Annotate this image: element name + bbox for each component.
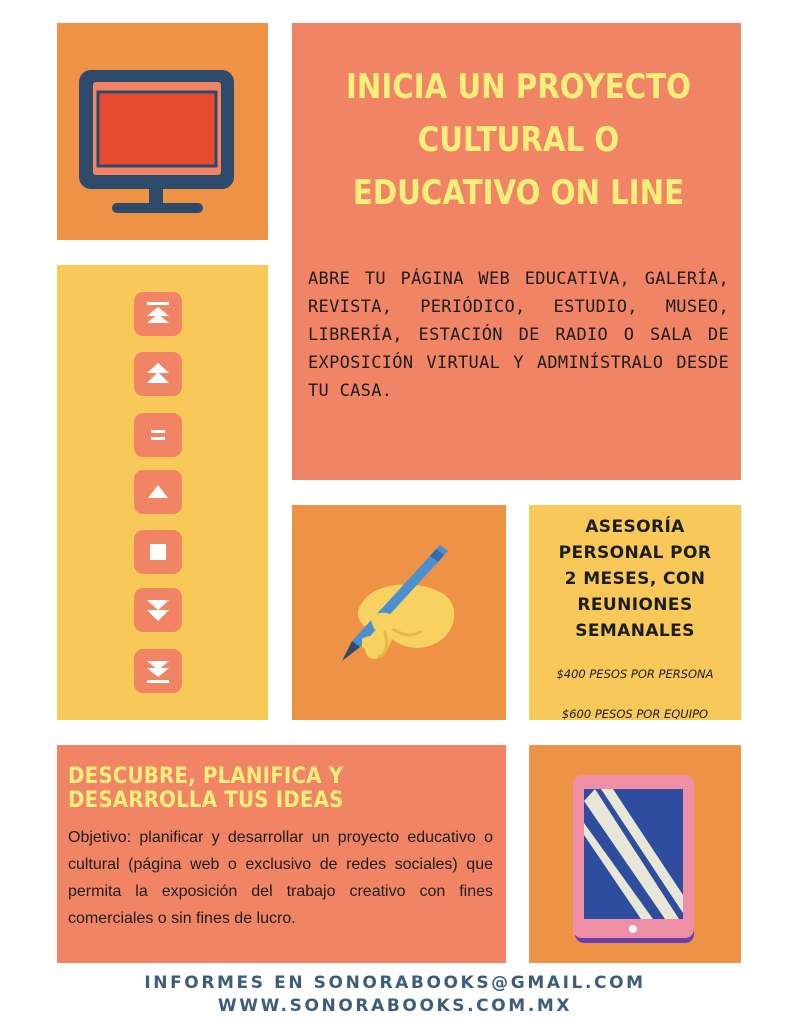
controls-panel [57, 265, 268, 720]
double-up-button[interactable] [134, 352, 182, 396]
skip-to-top-icon [134, 292, 182, 336]
monitor-icon [57, 23, 268, 240]
pricing-line-4: REUNIONES [577, 595, 693, 615]
stop-square-icon [134, 530, 182, 574]
writing-panel [292, 505, 506, 720]
ideas-title-line-2: DESARROLLA TUS IDEAS [68, 788, 344, 813]
tablet-panel [529, 745, 741, 963]
pricing-line-5: SEMANALES [575, 621, 695, 641]
pricing-panel [529, 505, 741, 720]
up-triangle-icon [134, 470, 182, 514]
headline-description: ABRE TU PÁGINA WEB EDUCATIVA, GALERÍA, REVISTA, PERIÓDICO, ESTUDIO, MUSEO, LIBRERÍA, ESTACIÓN DE RADIO O SALA DE EXPOSICIÓN VIRTUAL Y ADMINÍSTRALO DESDE TU CASA. [308, 269, 729, 401]
headline-line-2: CULTURAL O [417, 120, 620, 160]
ideas-title-line-1: DESCUBRE, PLANIFICA Y [68, 764, 344, 789]
stop-button[interactable] [134, 530, 182, 574]
tablet-icon [529, 745, 741, 963]
pricing-line-2: PERSONAL POR [558, 543, 712, 563]
pricing-line-1: ASESORÍA [585, 517, 685, 537]
skip-to-bottom-button[interactable] [134, 649, 182, 693]
footer-email[interactable]: INFORMES EN SONORABOOKS@GMAIL.COM [144, 973, 646, 993]
price-per-person: $400 PESOS POR PERSONA [556, 667, 714, 681]
headline-line-3: EDUCATIVO ON LINE [352, 173, 685, 213]
equals-icon [134, 413, 182, 457]
headline-title [336, 61, 702, 220]
up-button[interactable] [134, 470, 182, 514]
skip-to-bottom-icon [134, 649, 182, 693]
ideas-description: Objetivo: planificar y desarrollar un proyecto educativo o cultural (página web o exclusivo de redes sociales) que permita la exposición del trabajo creativo con fines comerciales o sin fines de lucro. [68, 829, 493, 927]
double-down-icon [134, 588, 182, 632]
pricing-line-3: 2 MESES, CON [564, 569, 706, 589]
price-per-team: $600 PESOS POR EQUIPO [561, 707, 709, 721]
double-down-button[interactable] [134, 588, 182, 632]
monitor-panel [57, 23, 268, 240]
headline-line-1: INICIA UN PROYECTO [346, 67, 691, 107]
headline-panel [292, 23, 741, 480]
ideas-panel [57, 745, 506, 963]
hand-writing-icon [292, 505, 506, 720]
double-up-icon [134, 352, 182, 396]
pricing-title [529, 514, 741, 644]
equals-button[interactable] [134, 413, 182, 457]
ideas-title [68, 765, 344, 813]
footer-website[interactable]: WWW.SONORABOOKS.COM.MX [217, 996, 573, 1016]
skip-to-top-button[interactable] [134, 292, 182, 336]
